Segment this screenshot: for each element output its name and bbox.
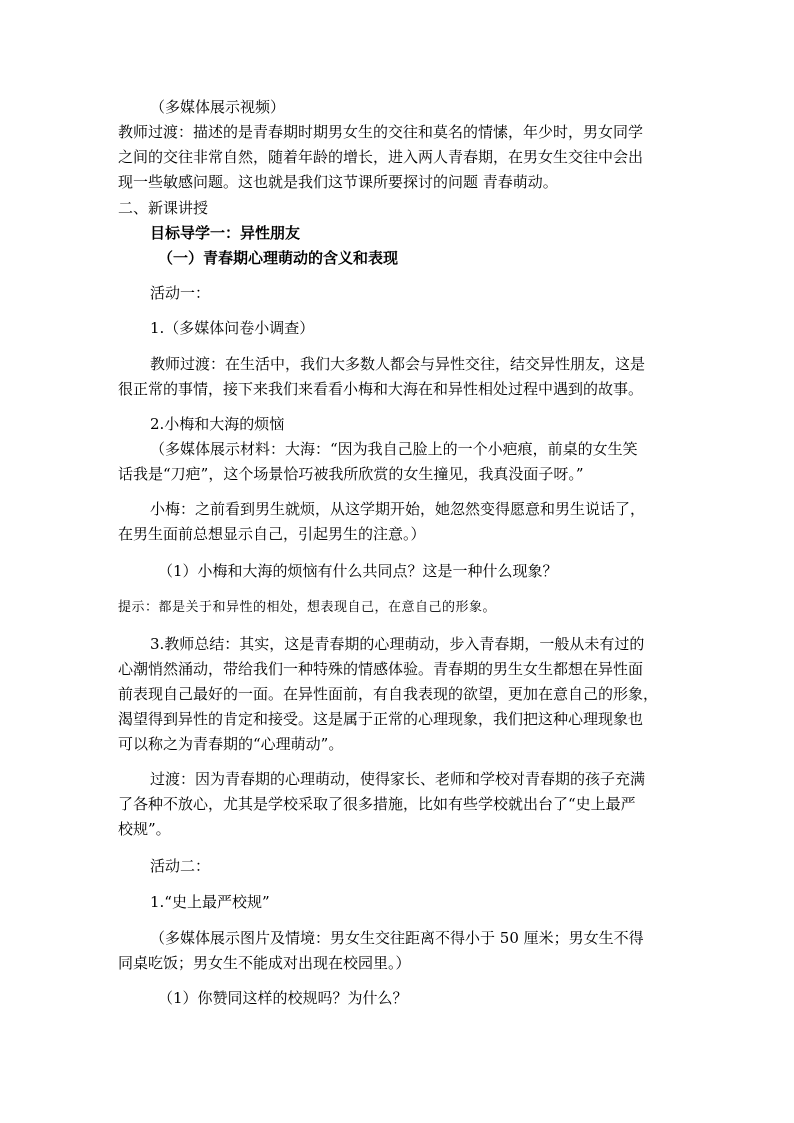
text-line: 过渡：因为青春期的心理萌动，使得家长、老师和学校对青春期的孩子充满 xyxy=(150,770,646,788)
text-line: 2.小梅和大海的烦恼 xyxy=(150,415,285,433)
text-line: 活动二： xyxy=(150,857,211,875)
text-line: 之间的交往非常自然，随着年龄的增长，进入两人青春期，在男女生交往中会出 xyxy=(118,148,644,166)
question: （1）你赞同这样的校规吗？为什么？ xyxy=(158,989,408,1007)
text-line: 教师过渡：在生活中，我们大多数人都会与异性交往，结交异性朋友，这是 xyxy=(150,355,646,373)
text-line: 心潮悄然涌动，带给我们一种特殊的情感体验。青春期的男生女生都想在异性面 xyxy=(118,660,644,678)
text-line: 渴望得到异性的肯定和接受。这是属于正常的心理现象，我们把这种心理现象也 xyxy=(118,710,644,728)
text-line: 了各种不放心，尤其是学校采取了很多措施，比如有些学校就出台了“史上最严 xyxy=(118,795,636,813)
subheading: 目标导学一：异性朋友 xyxy=(150,224,301,242)
hint-text: 提示：都是关于和异性的相处，想表现自己，在意自己的形象。 xyxy=(118,600,497,615)
text-line: 3.教师总结：其实，这是青春期的心理萌动，步入青春期，一般从未有过的 xyxy=(150,635,645,653)
text-line: 活动一： xyxy=(150,284,211,302)
text-line: 可以称之为青春期的“心理萌动”。 xyxy=(118,735,344,753)
subheading: （一）青春期心理萌动的含义和表现 xyxy=(158,249,399,267)
question: （1）小梅和大海的烦恼有什么共同点？这是一种什么现象？ xyxy=(158,562,558,580)
text-line: 1.（多媒体问卷小调查） xyxy=(150,319,315,337)
text-line: 现一些敏感问题。这也就是我们这节课所要探讨的问题 青春萌动。 xyxy=(118,173,558,191)
text-line: （多媒体展示视频） xyxy=(150,98,286,116)
section-heading: 二、新课讲授 xyxy=(118,199,209,217)
text-line: 教师过渡：描述的是青春期时期男女生的交往和莫名的情愫，年少时，男女同学 xyxy=(118,123,644,141)
text-line: 前表现自己最好的一面。在异性面前，有自我表现的欲望，更加在意自己的形象， xyxy=(118,685,659,703)
text-line: 1.“史上最严校规” xyxy=(150,893,270,911)
text-line: （多媒体展示材料：大海：“因为我自己脸上的一个小疤痕，前桌的女生笑 xyxy=(150,440,638,458)
text-line: 校规”。 xyxy=(118,820,171,838)
text-line: 话我是“刀疤”，这个场景恰巧被我所欣赏的女生撞见，我真没面子呀。” xyxy=(118,465,584,483)
text-line: 在男生面前总想显示自己，引起男生的注意。） xyxy=(118,525,426,543)
text-line: 小梅：之前看到男生就烦，从这学期开始，她忽然变得愿意和男生说话了， xyxy=(150,500,646,518)
text-line: （多媒体展示图片及情境：男女生交往距离不得小于 50 厘米；男女生不得 xyxy=(150,929,644,947)
text-line: 很正常的事情，接下来我们来看看小梅和大海在和异性相处过程中遇到的故事。 xyxy=(118,380,644,398)
text-line: 同桌吃饭；男女生不能成对出现在校园里。） xyxy=(118,954,411,972)
